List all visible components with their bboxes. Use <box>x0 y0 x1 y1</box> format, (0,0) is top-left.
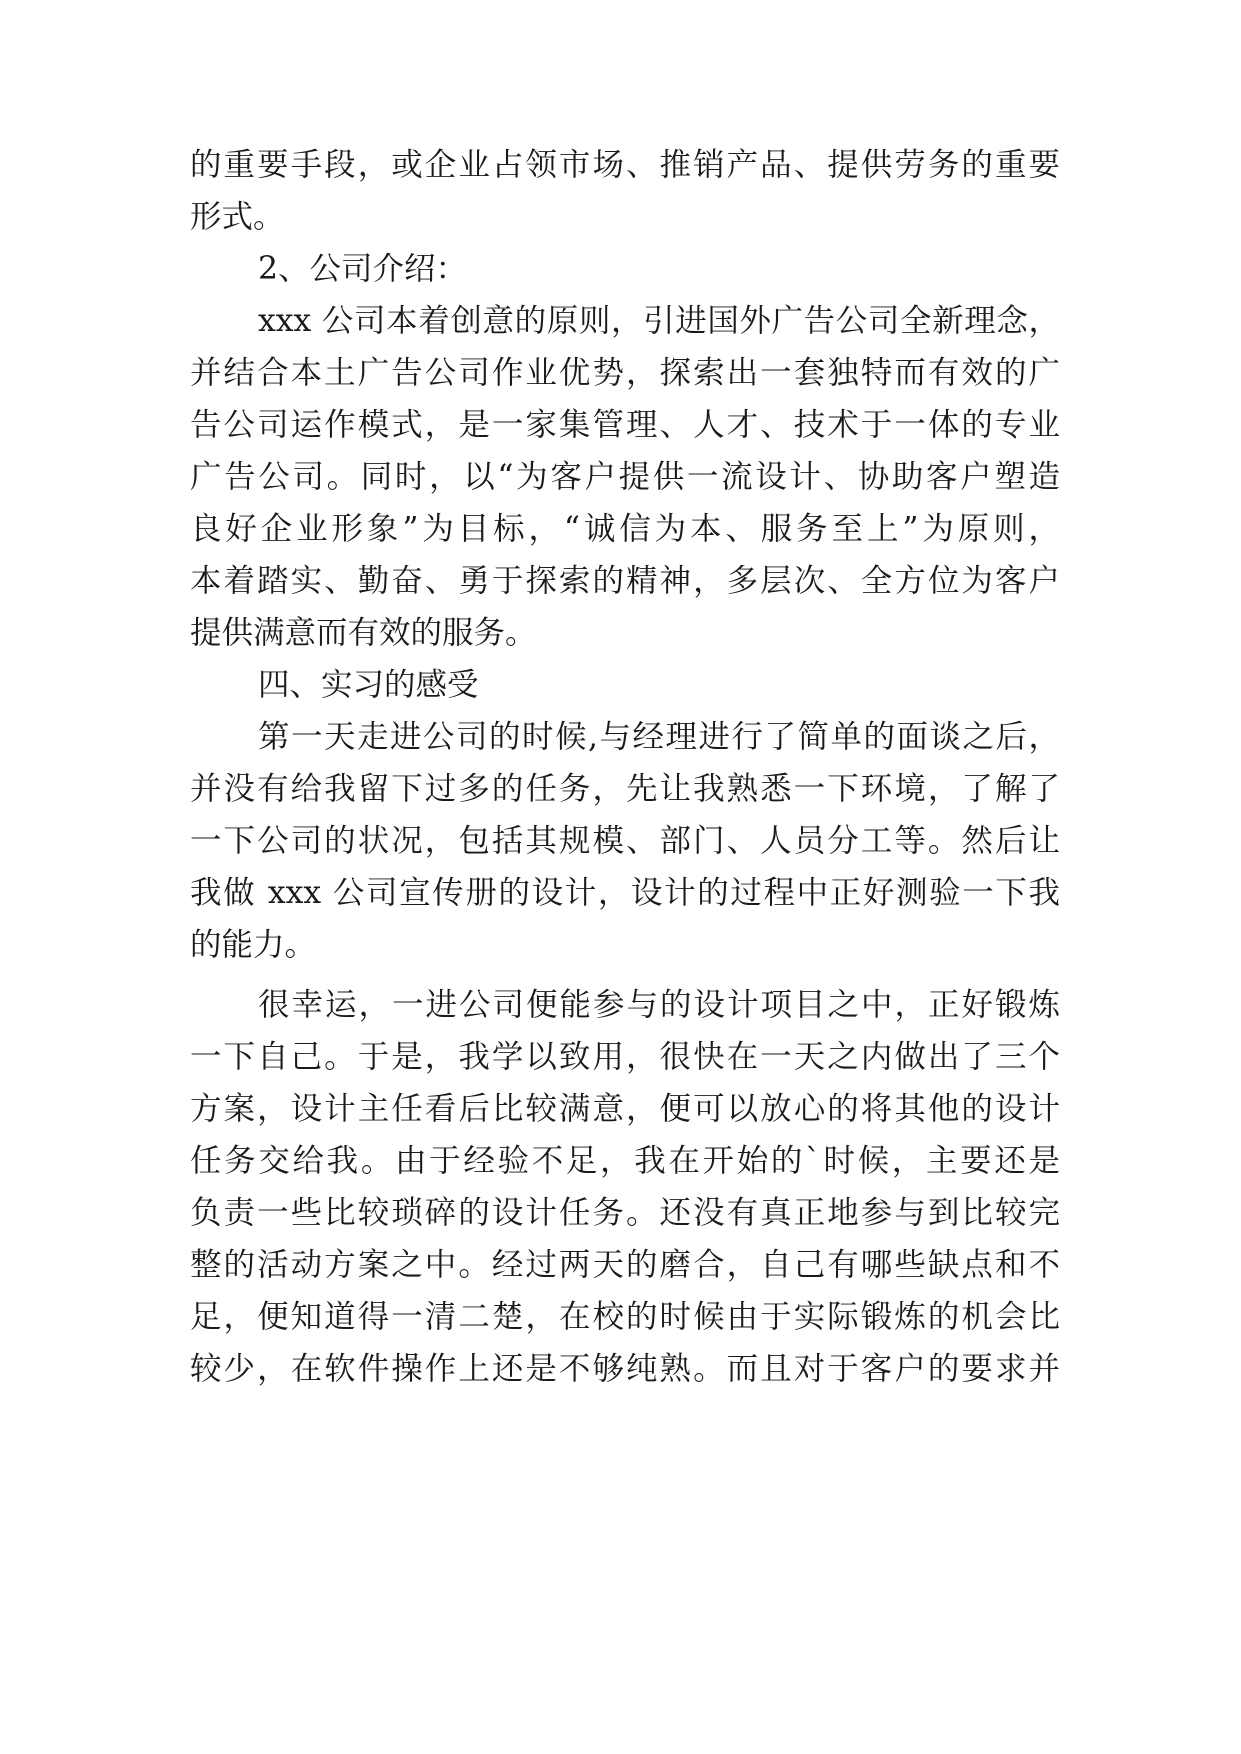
text-line: 我做 xxx 公司宣传册的设计，设计的过程中正好测验一下我 <box>190 875 1060 911</box>
text-line: 方案，设计主任看后比较满意，便可以放心的将其他的设计 <box>190 1091 1060 1127</box>
text-line: 负责一些比较琐碎的设计任务。还没有真正地参与到比较完 <box>190 1195 1060 1231</box>
text-line: 很幸运，一进公司便能参与的设计项目之中，正好锻炼 <box>258 987 1060 1023</box>
text-line: 整的活动方案之中。经过两天的磨合，自己有哪些缺点和不 <box>190 1247 1060 1283</box>
text-line: 一下公司的状况，包括其规模、部门、人员分工等。然后让 <box>190 823 1060 859</box>
text-line: 广告公司。同时，以“为客户提供一流设计、协助客户塑造 <box>190 459 1060 495</box>
text-line: 告公司运作模式，是一家集管理、人才、技术于一体的专业 <box>190 407 1060 443</box>
text-line: 良好企业形象”为目标，“诚信为本、服务至上”为原则， <box>190 511 1060 547</box>
text-line: 足，便知道得一清二楚，在校的时候由于实际锻炼的机会比 <box>190 1299 1060 1335</box>
text-line: 第一天走进公司的时候,与经理进行了简单的面谈之后， <box>258 719 1060 755</box>
section-heading: 四、实习的感受 <box>258 667 479 703</box>
text-line: 一下自己。于是，我学以致用，很快在一天之内做出了三个 <box>190 1039 1060 1075</box>
text-line: 较少，在软件操作上还是不够纯熟。而且对于客户的要求并 <box>190 1351 1060 1387</box>
text-line: 并结合本土广告公司作业优势，探索出一套独特而有效的广 <box>190 355 1060 391</box>
text-line: xxx 公司本着创意的原则，引进国外广告公司全新理念， <box>258 303 1060 339</box>
text-line: 的能力。 <box>190 927 317 963</box>
text-line: 的重要手段，或企业占领市场、推销产品、提供劳务的重要 <box>190 147 1060 183</box>
text-line: 提供满意而有效的服务。 <box>190 615 537 651</box>
text-line: 本着踏实、勤奋、勇于探索的精神，多层次、全方位为客户 <box>190 563 1060 599</box>
text-line: 并没有给我留下过多的任务，先让我熟悉一下环境，了解了 <box>190 771 1060 807</box>
text-line: 任务交给我。由于经验不足，我在开始的`时候，主要还是 <box>190 1143 1060 1179</box>
text-line: 形式。 <box>190 199 285 235</box>
section-heading: 2、公司介绍： <box>258 251 468 287</box>
